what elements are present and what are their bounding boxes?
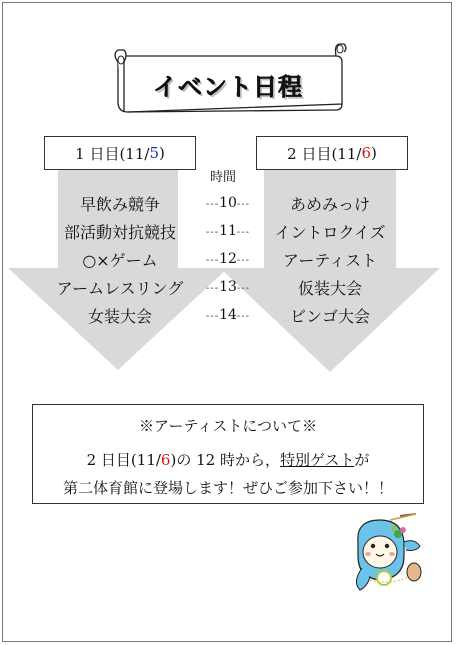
day2-suffix: ) [371,144,377,162]
time-marker: ---11--- [205,223,251,239]
day1-suffix: ) [159,144,165,162]
notice-title: ※アーティストについて※ [138,417,318,435]
time-marker: ---12--- [205,251,251,267]
time-marker: ---13--- [205,279,251,295]
day2-event: 仮装大会 [297,279,363,298]
notice-line-2: 第二体育館に登場します！ぜひご参加下さい！！ [62,479,393,497]
notice-date-num: 6 [160,451,171,469]
day1-event: 部活動対抗競技 [63,223,177,242]
mascot-illustration [350,512,430,596]
notice-date-prefix: 2 日目(11/ [86,451,161,469]
time-column-header: 時間 [210,170,237,185]
notice-time-text: )の 12 時から， [170,451,280,469]
page-title: イベント日程 [153,72,303,101]
day1-event: アームレスリング [56,279,184,298]
day2-event: アーティスト [282,251,378,270]
day2-event: イントロクイズ [274,223,386,242]
time-value: 10 [219,195,237,211]
time-value: 11 [219,223,237,239]
day1-date-num: 5 [149,144,159,162]
day2-date-num: 6 [361,144,371,162]
day2-event: ビンゴ大会 [289,307,371,326]
time-value: 14 [219,307,237,323]
day1-event: ○×ゲーム [82,251,158,270]
day2-event: あめみっけ [289,195,371,214]
artist-notice-box [32,404,424,504]
special-guest-text: 特別ゲスト [279,451,355,469]
time-value: 12 [219,251,237,267]
notice-particle: が [354,451,370,469]
day2-prefix: 2 日目(11/ [287,144,362,163]
day1-header [44,136,196,170]
time-marker: ---14--- [205,307,251,323]
day1-event: 女装大会 [87,307,153,326]
day2-header [256,136,408,170]
time-value: 13 [219,279,237,295]
notice-line-1 [33,449,423,470]
day1-event: 早飲み競争 [79,195,161,214]
day1-prefix: 1 日目(11/ [75,144,150,163]
time-marker: ---10--- [205,195,251,211]
